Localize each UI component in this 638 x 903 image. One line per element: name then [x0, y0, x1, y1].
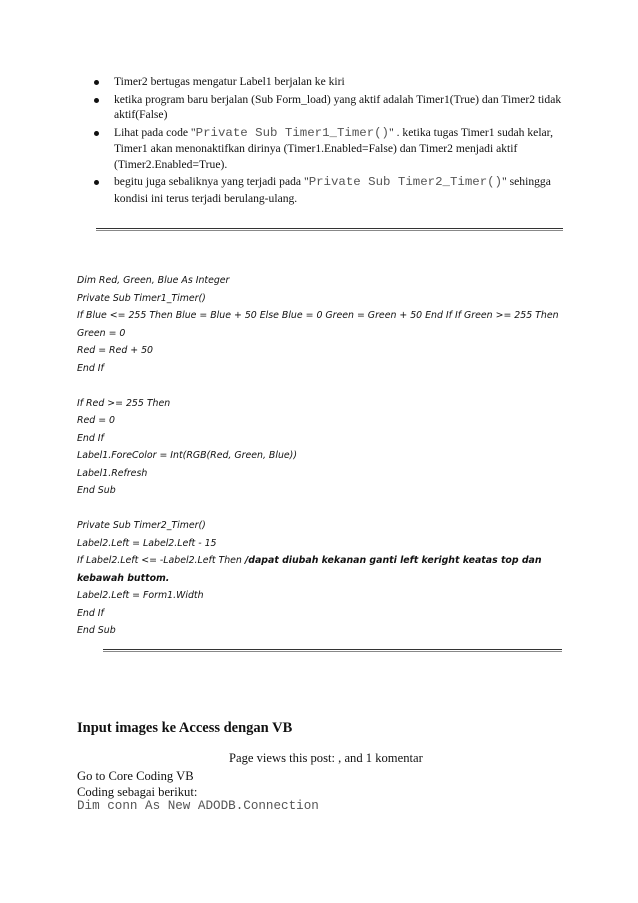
- code-line: End If: [77, 607, 104, 619]
- bullet-text: ketika program baru berjalan (Sub Form_load) yang aktif adalah Timer1(True) dan Timer2 tidak aktif(False): [114, 92, 562, 121]
- code-line: Green = 0: [77, 327, 126, 339]
- code-text: If Label2.Left <= -Label2.Left Then: [77, 555, 245, 566]
- code-line: If Blue <= 255 Then Blue = Blue + 50 Else Blue = 0 Green = Green + 50 End If If Green >= 255 Then: [77, 310, 559, 321]
- bullet-item: [92, 92, 572, 123]
- code-blank-line: [77, 377, 597, 395]
- inline-code: Private Sub Timer2_Timer(): [308, 175, 503, 189]
- code-line: [77, 552, 597, 570]
- bullet-item: [92, 174, 572, 206]
- code-comment: /dapat diubah kekanan ganti left keright keatas top dan: [244, 555, 542, 566]
- bullet-list: [92, 74, 572, 208]
- code-line: Red = Red + 50: [77, 345, 154, 356]
- page-views-text: Page views this post: , and 1 komentar: [229, 751, 423, 765]
- code-blank-line: [77, 500, 597, 518]
- bullet-dot-icon: [94, 131, 99, 136]
- bullet-text-post: " sehingga kondisi ini terus terjadi berulang-ulang.: [114, 175, 551, 205]
- coding-text: Coding sebagai berikut:: [77, 785, 198, 799]
- code-line: Label1.ForeColor = Int(RGB(Red, Green, Blue)): [77, 450, 297, 461]
- bullet-text-post: " . ketika tugas Timer1 sudah kelar, Timer1 akan menonaktifkan dirinya (Timer1.Enabled=False) dan Timer2 menjadi aktif (Timer2.Enabled=True).: [114, 125, 553, 171]
- code-line: Dim Red, Green, Blue As Integer: [77, 275, 230, 286]
- post-title: Input images ke Access dengan VB: [77, 720, 293, 736]
- goto-text: Go to Core Coding VB: [77, 769, 194, 783]
- code-comment: kebawah buttom.: [77, 572, 170, 584]
- code-block: [77, 272, 597, 640]
- code-line: End If: [77, 362, 104, 374]
- divider-bottom: [103, 649, 562, 652]
- code-line: Private Sub Timer1_Timer(): [77, 292, 206, 304]
- code-line: Label1.Refresh: [77, 467, 148, 479]
- bullet-item: [92, 74, 572, 90]
- code-line: If Red >= 255 Then: [77, 397, 171, 409]
- bullet-dot-icon: [94, 98, 99, 103]
- bullet-dot-icon: [94, 80, 99, 85]
- inline-code: Private Sub Timer1_Timer(): [195, 125, 389, 140]
- code-line: [77, 570, 597, 588]
- code-line: End Sub: [77, 625, 116, 636]
- divider-top: [96, 228, 563, 231]
- code-line: End Sub: [77, 485, 116, 496]
- bullet-dot-icon: [94, 180, 99, 185]
- code-dim-line: Dim conn As New ADODB.Connection: [77, 799, 319, 813]
- code-line: Label2.Left = Form1.Width: [77, 590, 204, 601]
- bullet-text-pre: Lihat pada code ": [114, 125, 196, 139]
- code-line: End If: [77, 432, 104, 444]
- code-line: Red = 0: [77, 415, 116, 426]
- bullet-text-pre: begitu juga sebaliknya yang terjadi pada ": [114, 175, 309, 188]
- bullet-item: [92, 125, 572, 173]
- code-line: Private Sub Timer2_Timer(): [77, 520, 206, 531]
- bullet-text: Timer2 bertugas mengatur Label1 berjalan ke kiri: [114, 75, 345, 88]
- code-line: Label2.Left = Label2.Left - 15: [77, 537, 217, 549]
